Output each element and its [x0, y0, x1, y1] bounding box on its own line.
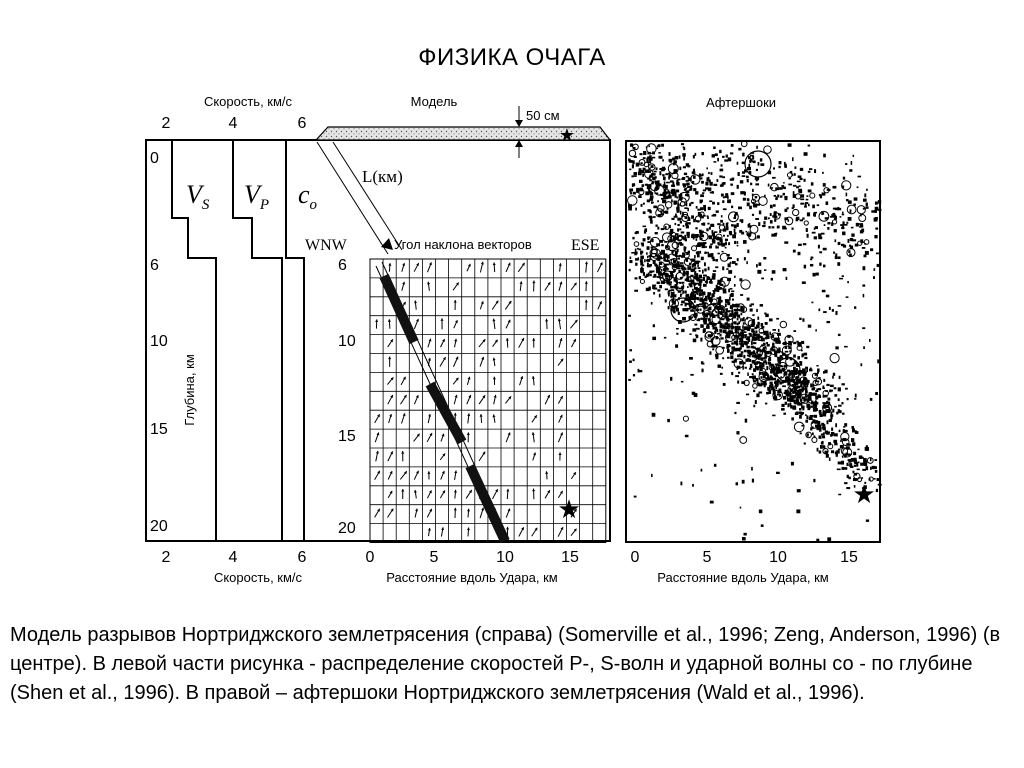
- figure-caption: Модель разрывов Нортриджского землетрясения (справа) (Somerville et al., 1996; Zeng, Anderson, 1996) (в центре). В левой части рисунка - распределение скоростей P-, S-волн и ударной волны со - по глубине (Shen et al., 1996). В правой – афтершоки Нортриджского землетрясения (Wald et al., 1996).: [10, 624, 1001, 704]
- grid-depth-tick-20: 20: [338, 520, 356, 537]
- grid-x-tick-10: 10: [496, 549, 514, 566]
- aftershock-scatter: [628, 141, 882, 542]
- vs-label: $V_S$: [186, 180, 210, 213]
- left-depth-tick-20: 20: [150, 518, 168, 535]
- top-velocity-axis-label: Скорость, км/с: [203, 94, 293, 109]
- grid-title: Угол наклона векторов: [394, 237, 532, 252]
- grid-x-tick-0: 0: [365, 549, 375, 566]
- direction-wnw-label: WNW: [305, 237, 347, 254]
- right-x-axis-label: Расстояние вдоль Удара, км: [657, 570, 829, 585]
- surface-star-icon: ★: [558, 125, 576, 145]
- center-x-axis-label: Расстояние вдоль Удара, км: [386, 570, 558, 585]
- direction-ese-label: ESE: [571, 237, 600, 254]
- grid-x-tick-15: 15: [561, 549, 579, 566]
- aftershock-x-tick-5: 5: [702, 549, 712, 566]
- top-tick-2: 2: [161, 115, 171, 132]
- co-label: $c_o$: [298, 180, 318, 213]
- thickness-arrowhead-bottom: [515, 140, 523, 147]
- hypocenter-star-icon: ★: [557, 494, 581, 524]
- top-tick-4: 4: [228, 115, 238, 132]
- thickness-arrowhead-top: [515, 120, 523, 127]
- fault-model-panel: [305, 94, 610, 585]
- aftershock-x-tick-15: 15: [840, 549, 858, 566]
- grid-depth-tick-10: 10: [338, 333, 356, 350]
- aftershocks-title: Афтершоки: [705, 95, 777, 110]
- vp-label: $V_P$: [244, 180, 270, 213]
- left-depth-tick-15: 15: [150, 421, 168, 438]
- layer-thickness-label: 50 см: [526, 108, 560, 123]
- aftershocks-panel: [626, 95, 882, 585]
- model-label: Модель: [410, 94, 458, 109]
- aftershock-x-tick-10: 10: [769, 549, 787, 566]
- aftershock-x-tick-0: 0: [630, 549, 640, 566]
- grid-depth-tick-6: 6: [338, 257, 347, 274]
- mainshock-star-icon: ★: [852, 479, 876, 509]
- length-arrow-line-2: [333, 142, 402, 250]
- top-tick-6: 6: [297, 115, 307, 132]
- left-depth-tick-10: 10: [150, 333, 168, 350]
- bottom-tick-2: 2: [161, 549, 171, 566]
- grid-depth-tick-15: 15: [338, 428, 356, 445]
- left-depth-tick-0: 0: [150, 150, 159, 167]
- bottom-tick-6: 6: [297, 549, 307, 566]
- bottom-tick-4: 4: [228, 549, 238, 566]
- length-label: L(км): [362, 167, 403, 186]
- length-arrowhead: [381, 238, 393, 250]
- slide-title: ФИЗИКА ОЧАГА: [418, 44, 606, 71]
- grid-x-tick-5: 5: [429, 549, 439, 566]
- bottom-velocity-axis-label: Скорость, км/с: [213, 570, 303, 585]
- depth-axis-label: Глубина, км: [182, 354, 197, 426]
- left-depth-tick-6: 6: [150, 257, 159, 274]
